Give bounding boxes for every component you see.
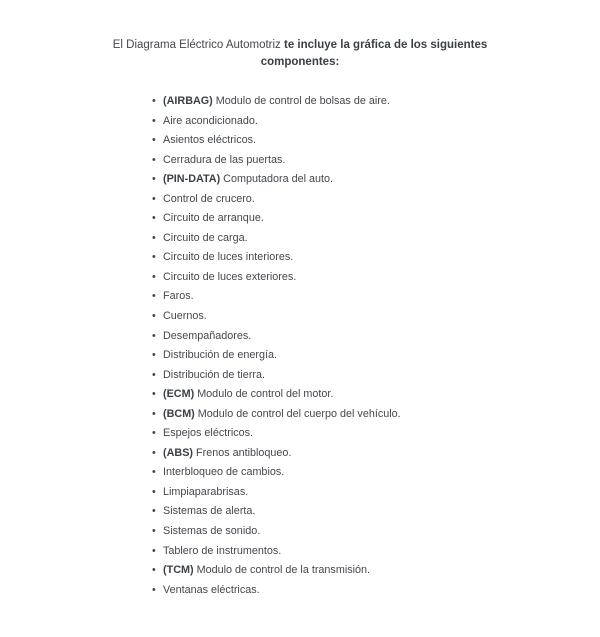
component-label: Sistemas de sonido. [163, 525, 261, 538]
component-label: Modulo de control del motor. [197, 388, 334, 401]
list-item [163, 385, 600, 405]
component-code: (PIN-DATA) [163, 173, 224, 186]
component-label: Espejos eléctricos. [163, 427, 254, 440]
list-item [163, 209, 600, 229]
list-item [163, 424, 600, 444]
component-code: (ECM) [163, 388, 198, 401]
component-label: Circuito de luces interiores. [163, 251, 294, 264]
component-label: Distribución de tierra. [163, 368, 266, 381]
component-label: Cuernos. [163, 310, 207, 323]
list-item [163, 366, 600, 386]
list-item [163, 248, 600, 268]
list-item [163, 502, 600, 522]
component-label: Modulo de control de bolsas de aire. [215, 95, 390, 107]
list-item [163, 581, 600, 601]
component-label: Cerradura de las puertas. [163, 153, 286, 166]
component-code: (AIRBAG) [163, 95, 216, 107]
list-item [163, 327, 600, 347]
list-item [163, 190, 600, 210]
list-item [163, 112, 600, 132]
list-item [163, 131, 600, 151]
page-title-bold: te incluye la gráfica de los siguientes componentes: [260, 39, 488, 68]
list-item [163, 92, 600, 112]
page-title [85, 37, 515, 71]
component-label: Computadora del auto. [223, 173, 334, 186]
list-item [163, 151, 600, 171]
components-list [0, 92, 600, 600]
document-page [0, 37, 600, 637]
component-label: Circuito de arranque. [163, 212, 264, 225]
component-label: Ventanas eléctricas. [163, 583, 260, 596]
component-label: Modulo de control de la transmisión. [196, 564, 371, 577]
list-item [163, 463, 600, 483]
component-code: (TCM) [163, 564, 197, 577]
component-label: Distribución de energía. [163, 349, 278, 362]
page-title-regular: El Diagrama Eléctrico Automotriz [112, 39, 285, 51]
component-label: Interbloqueo de cambios. [163, 466, 285, 479]
list-item [163, 268, 600, 288]
component-label: Modulo de control del cuerpo del vehículo. [197, 407, 401, 420]
list-item [163, 483, 600, 503]
list-item [163, 444, 600, 464]
component-code: (ABS) [163, 446, 196, 459]
component-label: Frenos antibloqueo. [196, 446, 292, 459]
component-label: Control de crucero. [163, 192, 255, 205]
component-label: Asientos eléctricos. [163, 134, 257, 147]
component-code: (BCM) [163, 407, 198, 420]
component-label: Circuito de carga. [163, 231, 248, 244]
list-item [163, 522, 600, 542]
list-item [163, 229, 600, 249]
component-label: Aire acondicionado. [163, 114, 258, 127]
component-label: Tablero de instrumentos. [163, 544, 282, 557]
component-label: Circuito de luces exteriores. [163, 270, 297, 283]
component-label: Desempañadores. [163, 329, 252, 342]
list-item [163, 561, 600, 581]
list-item [163, 542, 600, 562]
list-item [163, 287, 600, 307]
list-item [163, 405, 600, 425]
list-item [163, 170, 600, 190]
component-label: Faros. [163, 290, 194, 303]
list-item [163, 307, 600, 327]
component-label: Limpiaparabrisas. [163, 485, 249, 498]
list-item [163, 346, 600, 366]
component-label: Sistemas de alerta. [163, 505, 256, 518]
